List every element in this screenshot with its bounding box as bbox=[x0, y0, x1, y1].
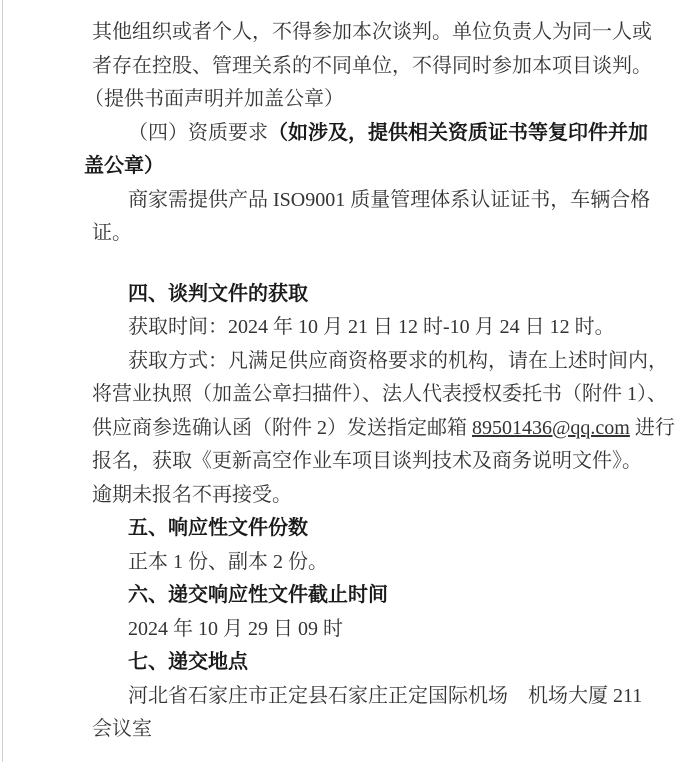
doc-line bbox=[84, 83, 658, 117]
text-segment: 进行 bbox=[629, 416, 675, 439]
paragraph-spacer bbox=[92, 251, 658, 278]
text-segment: 逾期未报名不再接受。 bbox=[92, 483, 292, 506]
doc-line bbox=[92, 613, 658, 647]
text-segment: 河北省石家庄市正定县石家庄正定国际机场 机场大厦 211 bbox=[128, 684, 643, 707]
text-segment: （四）资质要求 bbox=[128, 121, 268, 144]
doc-line bbox=[92, 546, 658, 580]
text-segment: 获取方式：凡满足供应商资格要求的机构，请在上述时间内， bbox=[128, 349, 668, 372]
text-segment: 2024 年 10 月 29 日 09 时 bbox=[128, 617, 343, 640]
doc-line bbox=[92, 117, 658, 151]
doc-line bbox=[92, 412, 675, 446]
doc-line bbox=[92, 713, 658, 747]
doc-line bbox=[92, 217, 658, 251]
text-segment: 将营业执照（加盖公章扫描件）、法人代表授权委托书（附件 1）、 bbox=[92, 383, 667, 405]
doc-line bbox=[92, 378, 667, 412]
page-left-border bbox=[2, 0, 3, 762]
doc-line bbox=[92, 311, 658, 345]
text-segment: 七、递交地点 bbox=[128, 651, 248, 673]
section-heading bbox=[92, 278, 658, 312]
text-segment: 者存在控股、管理关系的不同单位，不得同时参加本项目谈判。 bbox=[92, 54, 652, 77]
doc-line bbox=[92, 16, 658, 50]
text-segment: （如涉及，提供相关资质证书等复印件并加 bbox=[268, 121, 648, 144]
email-link[interactable]: 89501436@qq.com bbox=[472, 416, 630, 439]
text-segment: 会议室 bbox=[92, 718, 152, 740]
doc-line bbox=[84, 150, 658, 184]
doc-line bbox=[92, 345, 668, 379]
document-content bbox=[84, 16, 675, 747]
doc-line bbox=[92, 479, 658, 513]
text-segment: 其他组织或者个人，不得参加本次谈判。单位负责人为同一人或 bbox=[92, 21, 652, 43]
text-segment: 证。 bbox=[92, 222, 132, 244]
doc-line bbox=[92, 445, 658, 479]
section-heading bbox=[92, 579, 658, 613]
doc-line bbox=[92, 50, 658, 84]
text-segment: 报名，获取《更新高空作业车项目谈判技术及商务说明文件》。 bbox=[92, 450, 642, 472]
text-segment: 盖公章） bbox=[84, 155, 164, 177]
text-segment: 六、递交响应性文件截止时间 bbox=[128, 584, 388, 606]
text-segment: 供应商参选确认函（附件 2）发送指定邮箱 bbox=[92, 416, 472, 439]
doc-line bbox=[92, 680, 658, 714]
text-segment: 正本 1 份、副本 2 份。 bbox=[128, 550, 328, 573]
section-heading bbox=[92, 512, 658, 546]
text-segment: 五、响应性文件份数 bbox=[128, 517, 308, 539]
text-segment: 商家需提供产品 ISO9001 质量管理体系认证证书，车辆合格 bbox=[128, 188, 651, 211]
text-segment: 获取时间：2024 年 10 月 21 日 12 时-10 月 24 日 12 时。 bbox=[128, 316, 615, 338]
text-segment: 四、谈判文件的获取 bbox=[128, 282, 308, 305]
doc-line bbox=[92, 184, 658, 218]
text-segment: （提供书面声明并加盖公章） bbox=[84, 88, 344, 110]
section-heading bbox=[92, 646, 658, 680]
